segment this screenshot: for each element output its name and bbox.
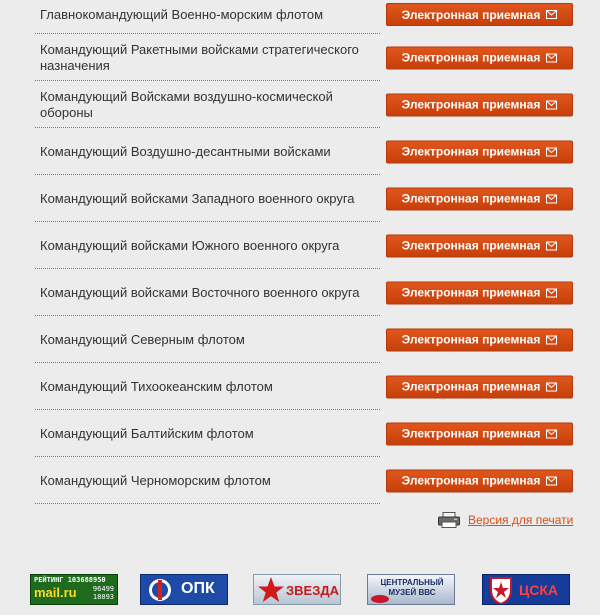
opk-logo-icon (145, 575, 175, 604)
commander-row (35, 128, 580, 175)
cska-banner-text: ЦСКА (519, 582, 558, 598)
reception-button-label: Электронная приемная (401, 144, 541, 159)
commander-row (35, 0, 580, 34)
mail-rating-title: РЕЙТИНГ 103688950 (34, 576, 106, 584)
commander-row (35, 316, 580, 363)
commander-row (35, 34, 580, 81)
commander-row (35, 410, 580, 457)
commander-list (35, 0, 580, 504)
museum-banner-text: ЦЕНТРАЛЬНЫЙ МУЗЕЙ ВВС (380, 578, 444, 597)
envelope-icon (546, 53, 557, 62)
commander-name: Командующий Северным флотом (40, 331, 245, 347)
envelope-icon (546, 241, 557, 250)
reception-button[interactable] (386, 281, 573, 304)
mail-counters (93, 585, 114, 601)
commander-name: Командующий войсками Западного военного округа (40, 190, 355, 206)
reception-button-label: Электронная приемная (401, 50, 541, 65)
reception-button-label: Электронная приемная (401, 285, 541, 300)
envelope-icon (546, 100, 557, 109)
reception-button[interactable] (386, 93, 573, 116)
commander-name: Командующий Войсками воздушно-космической обороны (40, 88, 333, 120)
zvezda-banner-text: ЗВЕЗДА (286, 583, 339, 598)
commander-row (35, 81, 580, 128)
mail-count-2: 18093 (92, 593, 114, 601)
opk-banner-text: ОПК (181, 580, 215, 597)
reception-button-label: Электронная приемная (401, 238, 541, 253)
print-version-link[interactable]: Версия для печати (468, 513, 574, 527)
cska-banner[interactable] (482, 574, 570, 605)
museum-emblem-icon (370, 594, 390, 604)
opk-banner[interactable] (140, 574, 228, 605)
air-force-museum-banner[interactable] (367, 574, 455, 605)
commander-row (35, 222, 580, 269)
reception-button-label: Электронная приемная (401, 191, 541, 206)
envelope-icon (546, 382, 557, 391)
cska-emblem-icon (487, 576, 515, 605)
envelope-icon (546, 288, 557, 297)
print-version (438, 512, 573, 528)
partner-banners (30, 574, 590, 605)
commander-row (35, 175, 580, 222)
envelope-icon (546, 335, 557, 344)
commander-row (35, 269, 580, 316)
commander-name: Командующий войсками Восточного военного округа (40, 284, 360, 300)
commander-row (35, 457, 580, 504)
reception-button-label: Электронная приемная (401, 473, 541, 488)
commander-row (35, 363, 580, 410)
star-icon (257, 576, 285, 604)
envelope-icon (546, 10, 557, 19)
reception-button-label: Электронная приемная (401, 379, 541, 394)
reception-button[interactable] (386, 422, 573, 445)
reception-button[interactable] (386, 3, 573, 26)
envelope-icon (546, 429, 557, 438)
envelope-icon (546, 476, 557, 485)
mail-logo-text: mail.ru (34, 585, 77, 600)
commander-name: Командующий войсками Южного военного округа (40, 237, 340, 253)
row-divider (35, 503, 380, 504)
mail-rating-banner[interactable] (30, 574, 118, 605)
reception-button-label: Электронная приемная (401, 7, 541, 22)
reception-button[interactable] (386, 46, 573, 69)
commander-name: Командующий Тихоокеанским флотом (40, 378, 273, 394)
reception-button[interactable] (386, 375, 573, 398)
reception-button[interactable] (386, 140, 573, 163)
reception-button[interactable] (386, 469, 573, 492)
reception-button-label: Электронная приемная (401, 97, 541, 112)
reception-button[interactable] (386, 234, 573, 257)
reception-button[interactable] (386, 187, 573, 210)
mail-count-1: 96499 (92, 585, 114, 593)
printer-icon[interactable] (438, 512, 460, 528)
envelope-icon (546, 147, 557, 156)
commander-name: Командующий Балтийским флотом (40, 425, 254, 441)
commander-name: Командующий Черноморским флотом (40, 472, 271, 488)
zvezda-banner[interactable] (253, 574, 341, 605)
envelope-icon (546, 194, 557, 203)
reception-button-label: Электронная приемная (401, 332, 541, 347)
reception-button[interactable] (386, 328, 573, 351)
commander-name: Главнокомандующий Военно-морским флотом (40, 7, 324, 22)
reception-button-label: Электронная приемная (401, 426, 541, 441)
commander-name: Командующий Воздушно-десантными войсками (40, 143, 331, 159)
commander-name: Командующий Ракетными войсками стратегического назначения (40, 41, 359, 73)
